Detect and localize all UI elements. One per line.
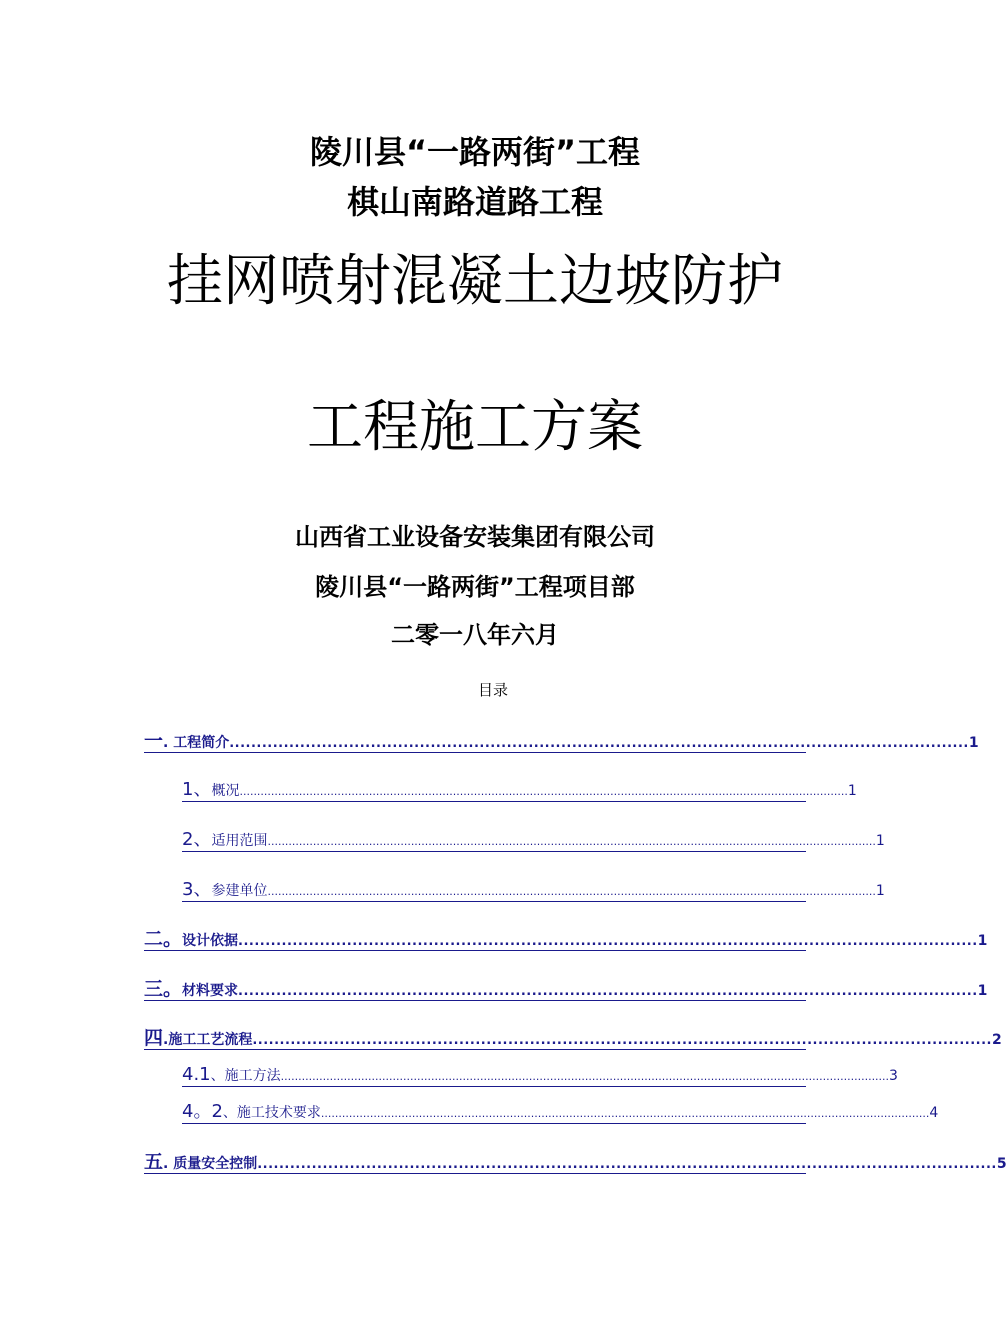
toc-entry-general[interactable] [182, 779, 857, 802]
toc-title: 目录 [477, 681, 508, 699]
toc-entry-text: .施工工艺流程 [163, 1032, 253, 1048]
toc-dot-leader: ........................................................................................................................................ [252, 1033, 992, 1048]
toc-entry-project-overview[interactable] [144, 730, 979, 753]
toc-entry-page: 1 [977, 933, 988, 949]
toc-entry-page: 1 [875, 883, 885, 899]
cover-title-line-2: 棋山南路道路工程 [346, 183, 603, 221]
cover-title-line-1: 陵川县“一路两街”工程 [309, 133, 641, 171]
toc-entry-number: 五 [144, 1151, 164, 1173]
toc-entry-number: 四 [144, 1027, 164, 1049]
toc-dot-leader: .............................................................................................................................................................................. [239, 785, 848, 798]
toc-dot-leader: ........................................................................................................................................ [238, 934, 978, 949]
toc-entry-number: 三。 [144, 978, 183, 1000]
toc-entry-construction-method[interactable] [182, 1064, 898, 1087]
cover-organization: 山西省工业设备安装集团有限公司 [295, 523, 655, 551]
toc-entry-number: 1、 [182, 779, 212, 800]
toc-dot-leader: .............................................................................................................................................................................. [320, 1107, 930, 1120]
toc-entry-text: 设计依据 [182, 933, 239, 949]
toc-dot-leader: ........................................................................................................................................ [229, 736, 969, 751]
cover-project-department: 陵川县“一路两街”工程项目部 [315, 573, 635, 601]
toc-entry-page: 2 [991, 1032, 1002, 1048]
toc-dot-leader: .............................................................................................................................................................................. [267, 885, 876, 898]
toc-entry-page: 5 [996, 1156, 1007, 1172]
toc-entry-technical-requirements[interactable] [182, 1101, 939, 1124]
toc-dot-leader: .............................................................................................................................................................................. [267, 835, 876, 848]
toc-entry-number: 二。 [144, 928, 183, 950]
toc-entry-number: 一 [144, 730, 164, 752]
toc-entry-text: . 质量安全控制 [163, 1156, 258, 1172]
cover-date: 二零一八年六月 [391, 621, 559, 649]
toc-entry-participants[interactable] [182, 879, 885, 902]
toc-entry-number: 3、 [182, 879, 212, 900]
toc-entry-text: 适用范围 [211, 833, 268, 849]
toc-dot-leader: .............................................................................................................................................................................. [280, 1070, 890, 1083]
cover-main-title-line-2: 工程施工方案 [307, 395, 643, 460]
toc-entry-text: 、施工技术要求 [222, 1105, 321, 1121]
toc-entry-page: 1 [968, 735, 979, 751]
cover-main-title-line-1: 挂网喷射混凝土边坡防护 [167, 249, 783, 314]
toc-entry-material-requirements[interactable] [144, 978, 988, 1001]
toc-entry-quality-safety-control[interactable] [144, 1151, 1007, 1174]
toc-entry-page: 1 [875, 833, 885, 849]
toc-dot-leader: ........................................................................................................................................ [257, 1157, 997, 1172]
toc-entry-text: 参建单位 [211, 883, 268, 899]
toc-entry-page: 4 [929, 1105, 939, 1121]
toc-entry-number: 4.1 [182, 1064, 211, 1085]
toc-entry-construction-process[interactable] [144, 1027, 1002, 1050]
toc-dot-leader: ........................................................................................................................................ [238, 984, 978, 999]
toc-entry-text: 概况 [211, 783, 240, 799]
toc-entry-page: 3 [889, 1068, 898, 1084]
toc-entry-text: . 工程简介 [163, 735, 230, 751]
toc-entry-text: 、施工方法 [210, 1068, 281, 1084]
toc-entry-number: 4。2 [182, 1101, 223, 1122]
toc-entry-page: 1 [977, 983, 988, 999]
toc-entry-text: 材料要求 [182, 983, 239, 999]
toc-entry-number: 2、 [182, 829, 212, 850]
toc-entry-page: 1 [847, 783, 857, 799]
toc-entry-design-basis[interactable] [144, 928, 988, 951]
toc-entry-scope[interactable] [182, 829, 885, 852]
